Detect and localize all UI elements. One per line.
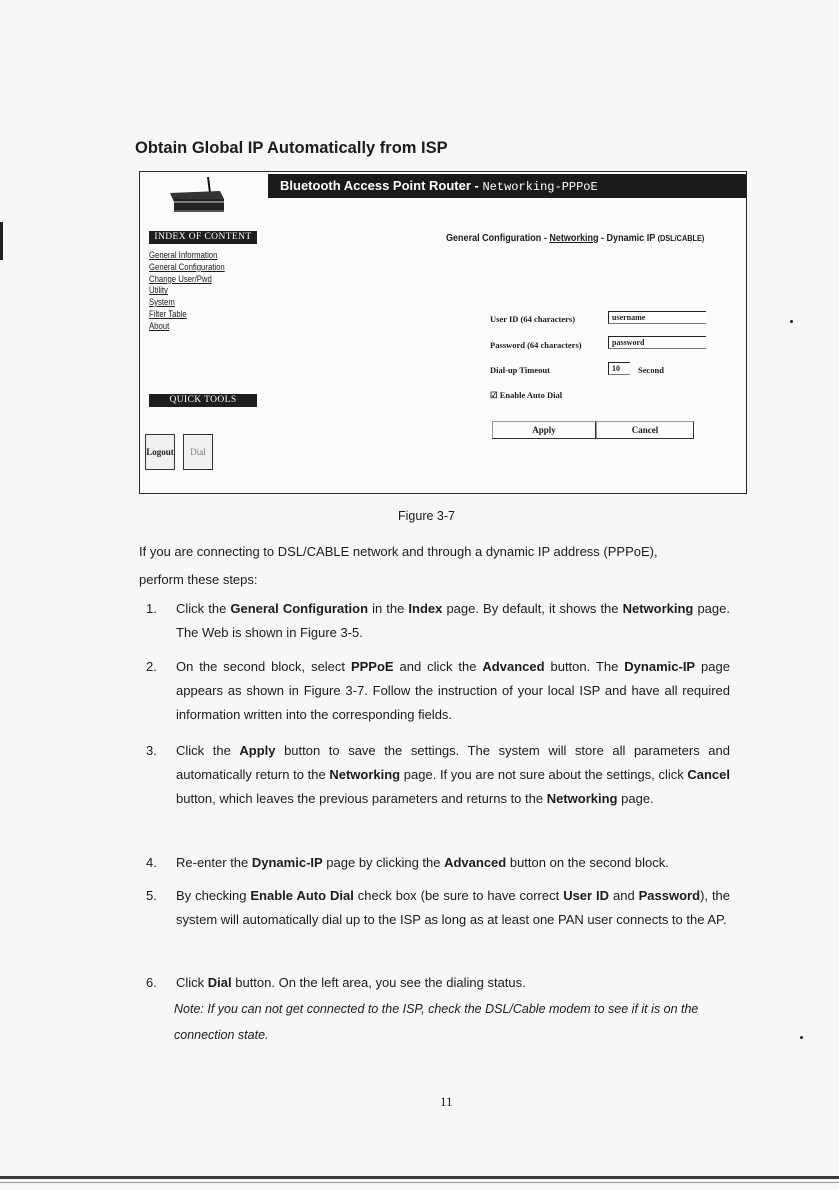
note-text: Note: If you can not get connected to the ISP, check the DSL/Cable modem to see if it is on the connection state. xyxy=(174,1002,699,1042)
nav-item-general-information[interactable]: General Information xyxy=(149,250,218,260)
bottom-rule xyxy=(0,1176,839,1179)
step-number: 2. xyxy=(146,659,157,674)
step-number: 5. xyxy=(146,888,157,903)
config-page-title: General Configuration - Networking - Dynamic IP (DSL/CABLE) xyxy=(446,232,705,244)
page-title: Obtain Global IP Automatically from ISP xyxy=(135,139,448,157)
figure-caption: Figure 3-7 xyxy=(398,509,455,523)
cancel-button[interactable]: Cancel xyxy=(596,421,694,439)
timeout-unit-label: Second xyxy=(638,365,664,375)
step-number: 3. xyxy=(146,743,157,758)
window-title-bar xyxy=(268,174,746,198)
networking-link[interactable]: Networking xyxy=(549,232,599,244)
nav-item-system[interactable]: System xyxy=(149,297,175,308)
nav-item-change-user-pwd[interactable]: Change User/Pwd xyxy=(149,273,212,284)
scan-speck xyxy=(800,1036,803,1039)
quick-tools-header: QUICK TOOLS xyxy=(149,394,257,407)
router-image-icon xyxy=(166,177,226,215)
user-id-input[interactable]: username xyxy=(608,311,706,324)
index-of-content-header: INDEX OF CONTENT xyxy=(149,231,257,244)
intro-line-2: perform these steps: xyxy=(139,572,258,587)
step-number: 6. xyxy=(146,975,157,990)
nav-item-utility[interactable]: Utility xyxy=(149,285,168,296)
logout-button[interactable]: Logout xyxy=(145,434,175,470)
apply-button[interactable]: Apply xyxy=(492,421,596,439)
nav-item-filter-table[interactable]: Filter Table xyxy=(149,308,187,319)
enable-auto-dial-row[interactable] xyxy=(490,390,562,401)
step-2-text: On the second block, select PPPoE and click the Advanced button. The Dynamic-IP page appears as shown in Figure 3-7. Follow the instruction of your local ISP and have all required information written into the corresponding fields. xyxy=(176,659,730,722)
step-3-text: Click the Apply button to save the settings. The system will store all parameters and automatically return to the Networking page. If you are not sure about the settings, click Cancel button, which leaves the previous parameters and returns to the Networking page. xyxy=(176,743,730,806)
step-1-text: Click the General Configuration in the Index page. By default, it shows the Networking page. The Web is shown in Figure 3-5. xyxy=(176,601,730,640)
step-number: 1. xyxy=(146,601,157,616)
scan-speck xyxy=(790,320,793,323)
window-title: Bluetooth Access Point Router - xyxy=(280,178,483,193)
nav-item-general-configuration[interactable]: General Configuration xyxy=(149,261,225,272)
router-screenshot-figure xyxy=(139,171,747,494)
dial-button[interactable]: Dial xyxy=(183,434,213,470)
password-label: Password (64 characters) xyxy=(490,340,582,350)
window-title-page: Networking-PPPoE xyxy=(482,180,598,194)
auto-dial-label: Enable Auto Dial xyxy=(499,390,563,400)
dial-up-timeout-label: Dial-up Timeout xyxy=(490,365,550,375)
user-id-label: User ID (64 characters) xyxy=(490,314,576,324)
index-nav xyxy=(149,250,237,333)
password-input[interactable]: password xyxy=(608,336,706,349)
dial-up-timeout-input[interactable]: 10 xyxy=(608,362,630,375)
step-4-text: Re-enter the Dynamic-IP page by clicking the Advanced button on the second block. xyxy=(176,855,669,870)
step-6-text: Click Dial button. On the left area, you see the dialing status. xyxy=(176,975,526,990)
intro-line-1: If you are connecting to DSL/CABLE network and through a dynamic IP address (PPPoE), xyxy=(139,544,658,559)
bottom-rule-thin xyxy=(0,1182,839,1183)
auto-dial-checkbox[interactable]: ☑ xyxy=(490,390,498,400)
scan-edge-mark xyxy=(0,222,3,260)
page-number: 11 xyxy=(440,1094,453,1109)
nav-item-about[interactable]: About xyxy=(149,320,170,331)
step-5-text: By checking Enable Auto Dial check box (be sure to have correct User ID and Password), the system will automatically dial up to the ISP as long as at least one PAN user connects to the AP. xyxy=(176,888,731,927)
step-number: 4. xyxy=(146,855,157,870)
